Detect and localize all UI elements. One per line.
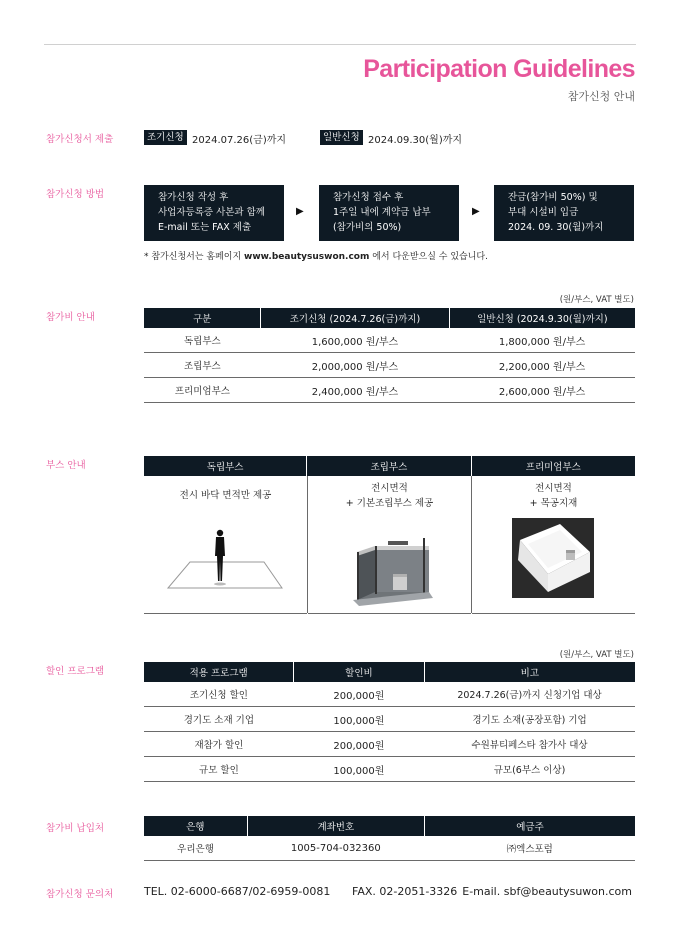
booth-desc: 전시면적 <box>371 483 408 494</box>
table-header: 일반신청 (2024.9.30(월)까지) <box>449 308 635 328</box>
table-cell: ㈜엑스포럼 <box>425 836 635 861</box>
note-suffix: 에서 다운받으실 수 있습니다. <box>369 252 488 262</box>
note-prefix: * 참가신청서는 홈페이지 <box>144 252 245 262</box>
floor-only-booth-illustration <box>162 526 292 596</box>
table-header: 프리미엄부스 <box>471 456 635 476</box>
table-cell: 2,400,000 원/부스 <box>261 378 449 403</box>
table-header-row <box>144 308 635 328</box>
table-row <box>144 328 635 353</box>
table-cell: 프리미엄부스 <box>144 378 261 403</box>
table-cell: 1,800,000 원/부스 <box>449 328 635 353</box>
booth-desc: 전시면적 <box>535 483 572 494</box>
table-header: 할인비 <box>294 662 424 682</box>
table-header: 조립부스 <box>307 456 471 476</box>
early-tag: 조기신청 <box>144 130 187 145</box>
booth-desc: 전시 바닥 면적만 제공 <box>179 490 272 501</box>
section-label-payment: 참가비 납입처 <box>46 823 105 834</box>
arrow-icon: ▶ <box>472 206 480 217</box>
table-header: 구분 <box>144 308 261 328</box>
table-header: 조기신청 (2024.7.26(금)까지) <box>261 308 449 328</box>
section-label-contact: 참가신청 문의처 <box>46 889 114 900</box>
table-header-row <box>144 456 635 476</box>
general-tag: 일반신청 <box>320 130 363 145</box>
table-cell: 2,200,000 원/부스 <box>449 353 635 378</box>
table-cell: 경기도 소재 기업 <box>144 707 294 732</box>
table-row <box>144 378 635 403</box>
assembled-booth-illustration <box>353 534 433 606</box>
table-header: 예금주 <box>425 816 635 836</box>
section-label-fee: 참가비 안내 <box>46 312 95 323</box>
booth-col-premium <box>472 476 635 614</box>
page-title: Participation Guidelines <box>363 55 635 83</box>
table-header: 비고 <box>424 662 635 682</box>
page-subtitle: 참가신청 안내 <box>567 90 635 103</box>
booth-header-table <box>144 456 635 476</box>
contact-tel[interactable]: TEL. 02-6000-6687/02-6959-0081 <box>144 885 331 898</box>
section-label-booth: 부스 안내 <box>46 460 86 471</box>
section-label-submission: 참가신청서 제출 <box>46 134 114 145</box>
section-label-discount: 할인 프로그램 <box>46 666 105 677</box>
step-line: 부대 시설비 입금 <box>508 207 579 218</box>
step-box-3 <box>494 185 634 241</box>
booth-desc: + 기본조립부스 제공 <box>345 498 434 509</box>
table-cell: 200,000원 <box>294 682 424 707</box>
table-cell: 200,000원 <box>294 732 424 757</box>
table-row <box>144 353 635 378</box>
table-cell: 1,600,000 원/부스 <box>261 328 449 353</box>
table-row <box>144 836 635 861</box>
table-cell: 100,000원 <box>294 707 424 732</box>
step-line: 잔금(참가비 50%) 및 <box>508 192 598 203</box>
discount-unit-note: (원/부스, VAT 별도) <box>559 650 634 660</box>
step-box-1 <box>144 185 284 241</box>
step-box-2 <box>319 185 459 241</box>
booth-desc: + 목공지재 <box>529 498 578 509</box>
step-line: 사업자등록증 사본과 함께 <box>158 207 265 218</box>
table-header: 독립부스 <box>144 456 307 476</box>
table-row <box>144 757 635 782</box>
table-row <box>144 732 635 757</box>
contact-fax: FAX. 02-2051-3326 <box>352 885 458 898</box>
table-header: 적용 프로그램 <box>144 662 294 682</box>
early-date: 2024.07.26(금)까지 <box>192 135 287 146</box>
table-header-row <box>144 816 635 836</box>
table-cell: 2024.7.26(금)까지 신청기업 대상 <box>424 682 635 707</box>
table-cell: 재참가 할인 <box>144 732 294 757</box>
table-cell: 1005-704-032360 <box>247 836 424 861</box>
step-line: 2024. 09. 30(월)까지 <box>508 222 604 233</box>
step-line: 참가신청 작성 후 <box>158 192 229 203</box>
table-cell: 2,000,000 원/부스 <box>261 353 449 378</box>
booth-col-independent <box>144 476 307 614</box>
table-cell: 2,600,000 원/부스 <box>449 378 635 403</box>
booth-col-assembled <box>308 476 471 614</box>
general-date: 2024.09.30(월)까지 <box>368 135 463 146</box>
table-cell: 100,000원 <box>294 757 424 782</box>
arrow-icon: ▶ <box>296 206 304 217</box>
section-label-method: 참가신청 방법 <box>46 189 105 200</box>
premium-booth-illustration <box>512 518 594 598</box>
homepage-link[interactable]: www.beautysuswon.com <box>244 252 370 262</box>
table-header: 계좌번호 <box>247 816 424 836</box>
payment-table <box>144 816 635 861</box>
table-cell: 조립부스 <box>144 353 261 378</box>
table-cell: 수원뷰티페스타 참가사 대상 <box>424 732 635 757</box>
table-row <box>144 707 635 732</box>
table-header-row <box>144 662 635 682</box>
fee-unit-note: (원/부스, VAT 별도) <box>559 295 634 305</box>
table-row <box>144 682 635 707</box>
table-header: 은행 <box>144 816 247 836</box>
download-note <box>144 249 488 262</box>
top-rule <box>44 44 636 45</box>
table-cell: 경기도 소재(공장포함) 기업 <box>424 707 635 732</box>
fee-table <box>144 308 635 403</box>
table-cell: 조기신청 할인 <box>144 682 294 707</box>
step-line: E-mail 또는 FAX 제출 <box>158 222 252 233</box>
table-cell: 규모(6부스 이상) <box>424 757 635 782</box>
discount-table <box>144 662 635 782</box>
step-line: 참가신청 접수 후 <box>333 192 404 203</box>
step-line: 1주일 내에 계약금 납부 <box>333 207 431 218</box>
step-line: (참가비의 50%) <box>333 222 402 233</box>
contact-email[interactable]: E-mail. sbf@beautysuwon.com <box>462 885 632 898</box>
table-cell: 규모 할인 <box>144 757 294 782</box>
table-cell: 우리은행 <box>144 836 247 861</box>
table-cell: 독립부스 <box>144 328 261 353</box>
